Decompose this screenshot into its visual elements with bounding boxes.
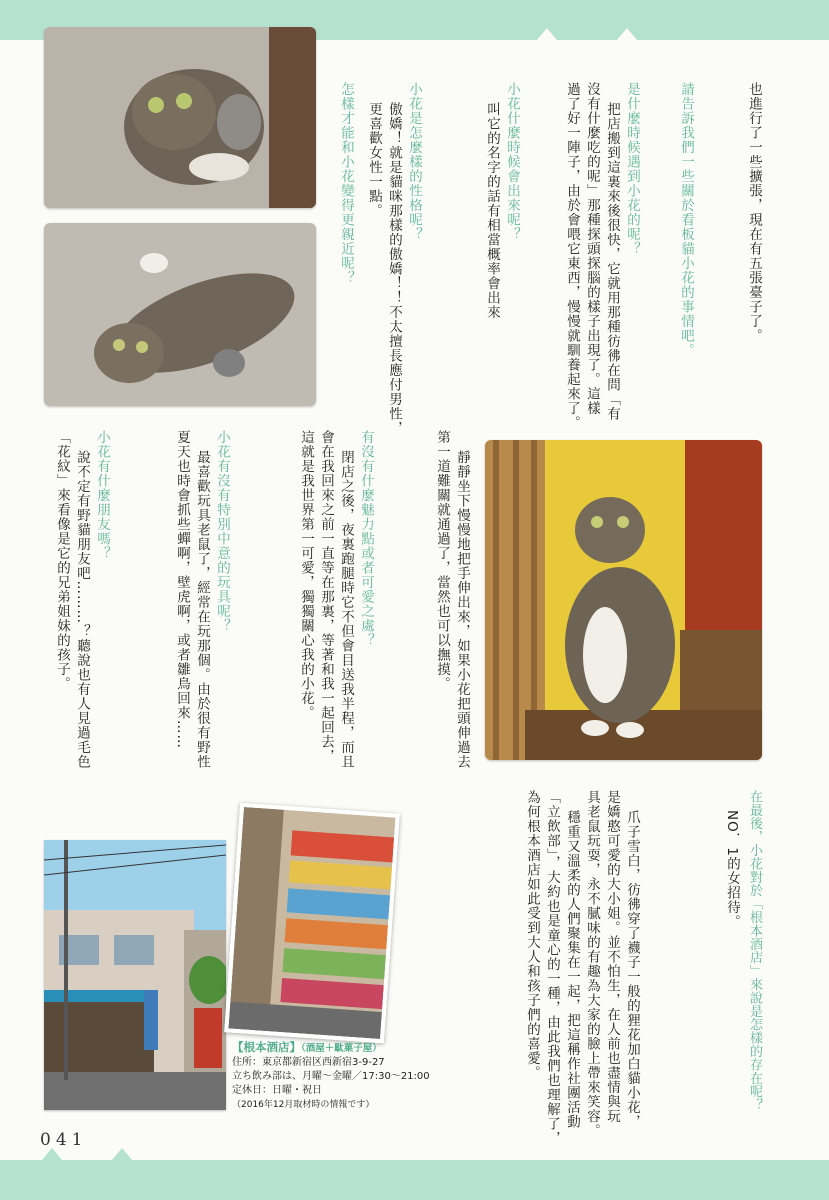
intro-text: 也進行了一些擴張，現在有五張臺子了。	[746, 82, 762, 343]
shop-hours: 立ち飲み部は、月曜～金曜／17:30～21:00	[232, 1071, 430, 1082]
shop-info	[232, 1040, 492, 1112]
answer-get-closer-2: 第一道難關就通過了，當然也可以撫摸。	[434, 430, 450, 691]
question-when-appears: 小花什麼時候會出來呢？	[504, 82, 520, 242]
question-final: 在最後，小花對於「根本酒店」來說是怎樣的存在呢？	[747, 790, 762, 1112]
question-toys: 小花有沒有特別中意的玩具呢？	[214, 430, 230, 633]
shop-title	[232, 1040, 492, 1056]
question-about-cat: 請告訴我們一些關於看板貓小花的事情吧。	[678, 82, 694, 358]
shop-address: 住所：東京都新宿区西新宿3-9-27	[232, 1057, 385, 1068]
summary-4: 穩重又溫柔的人們聚集在一起，把這稱作社團活動	[564, 810, 580, 1129]
top-notch-1	[537, 28, 557, 40]
cat-looking-up-photo	[44, 27, 316, 208]
answer-final: NO．1的女招待。	[724, 810, 740, 930]
bottom-band	[0, 1160, 829, 1200]
question-get-closer: 怎樣才能和小花變得更親近呢？	[338, 82, 354, 285]
answer-friends-2: 「花紋」來看像是它的兄弟姐妹的孩子。	[54, 430, 70, 691]
answer-personality-1: 傲嬌！就是貓咪那樣的傲嬌！！不太擅長應付男性，	[386, 102, 402, 436]
answer-when-met-1: 把店搬到這裏來後很快，它就用那種彷彿在問「有	[604, 102, 620, 421]
shop-street-view-photo	[44, 840, 226, 1110]
question-when-met: 是什麼時候遇到小花的呢？	[624, 82, 640, 256]
answer-personality-2: 更喜歡女性一點。	[366, 102, 382, 218]
bottom-notch-2	[112, 1148, 132, 1160]
answer-when-appears: 叫它的名字的話有相當概率會出來	[484, 102, 500, 320]
summary-2: 是嬌憨可愛的大小姐。並不怕生，在人前也盡情與玩	[604, 790, 620, 1124]
cat-sitting-on-wooden-ledge-photo	[485, 440, 762, 760]
answer-get-closer-1: 靜靜坐下慢慢地把手伸出來，如果小花把頭伸過去	[454, 450, 470, 769]
summary-6: 為何根本酒店如此受到大人和孩子們的喜愛。	[524, 790, 540, 1080]
summary-1: 爪子雪白，彷彿穿了襪子一般的狸花加白貓小花，	[624, 810, 640, 1129]
answer-when-met-3: 過了好一陣子，由於會喂它東西，慢慢就馴養起來了。	[564, 82, 580, 430]
shop-closed: 定休日：日曜・祝日	[232, 1085, 322, 1096]
answer-charm-3: 這就是我世界第一可愛，獨獨關心我的小花。	[298, 430, 314, 720]
shop-kind: （酒屋＋駄菓子屋）	[301, 1043, 382, 1054]
answer-toys-2: 夏天也時會抓些蟬啊，壁虎啊，或者雛鳥回來……	[174, 430, 190, 749]
question-personality: 小花是怎麼樣的性格呢？	[406, 82, 422, 242]
answer-friends-1: 說不定有野貓朋友吧………？聽說也有人見過毛色	[74, 450, 90, 769]
shop-note: （2016年12月取材時の情報です）	[232, 1100, 375, 1110]
answer-charm-2: 會在我回來之前一直等在那裏，等著和我一起回去，	[318, 430, 334, 764]
answer-charm-1: 閉店之後，夜裏跑腿時它不但會目送我半程，而且	[338, 450, 354, 769]
page-number: 041	[40, 1130, 88, 1150]
answer-toys-1: 最喜歡玩具老鼠了，經常在玩那個。由於很有野性	[194, 450, 210, 769]
top-notch-2	[617, 28, 637, 40]
shop-name: 【根本酒店】	[232, 1040, 301, 1054]
shop-interior-shelves-photo	[224, 803, 400, 1044]
answer-when-met-2: 沒有什麼吃的呢」那種探頭探腦的樣子出現了。這樣	[584, 82, 600, 416]
cat-playing-with-toy-mouse-photo	[44, 223, 316, 406]
summary-3: 具老鼠玩耍，永不膩味的有趣為大家的臉上帶來笑容。	[584, 790, 600, 1138]
summary-5: 「立飲部」，大約也是童心的一種，由此我們也理解了，	[544, 790, 560, 1146]
question-charm: 有沒有什麼魅力點或者可愛之處？	[358, 430, 374, 648]
question-friends: 小花有什麼朋友嗎？	[94, 430, 110, 561]
